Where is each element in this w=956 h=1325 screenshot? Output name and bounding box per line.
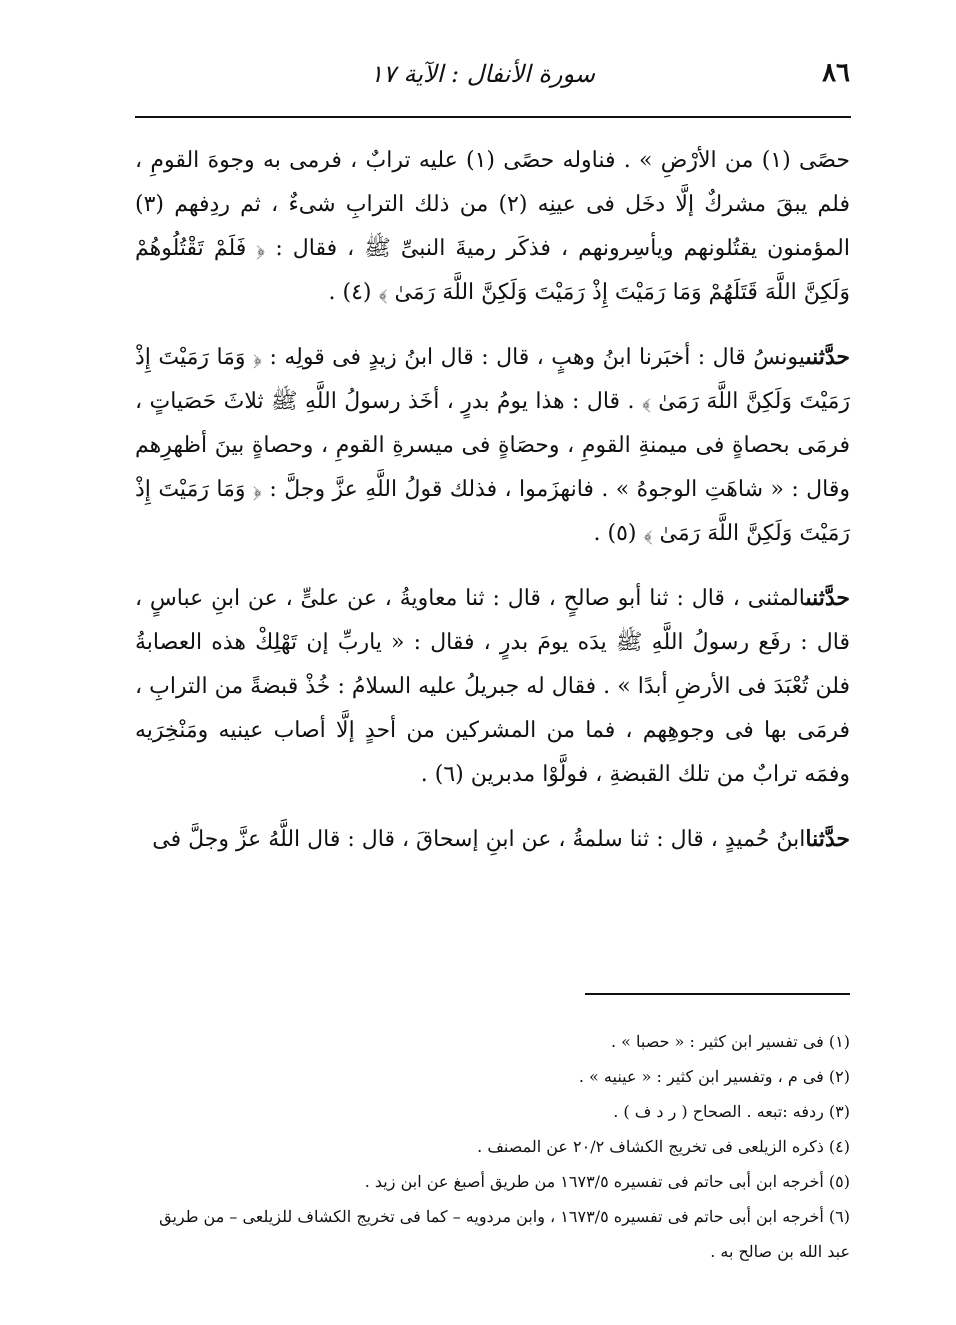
running-title: سورة الأنفال : الآية ١٧ — [370, 60, 595, 88]
paragraph-lead: حدَّثنى — [805, 585, 850, 611]
paragraph — [135, 817, 850, 862]
footnote: (٢) فى م ، وتفسير ابن كثير : « عينيه » . — [578, 1067, 850, 1086]
page-number: ٨٦ — [822, 58, 850, 88]
footnote: (٦) أخرجه ابن أبى حاتم فى تفسيره ١٦٧٣/٥ ، وابن مردويه – كما فى تخريج الكشاف للزيلعى – من طريق عبد الله بن صالح به . — [159, 1207, 850, 1261]
footnote: (٤) ذكره الزيلعى فى تخريج الكشاف ٢٠/٢ عن المصنف . — [477, 1137, 850, 1156]
footnote: (١) فى تفسير ابن كثير : « حصبا » . — [610, 1032, 850, 1051]
footnote: (٥) أخرجه ابن أبى حاتم فى تفسيره ١٦٧٣/٥ من طريق أصبغ عن ابن زيد . — [364, 1172, 850, 1191]
paragraph — [135, 138, 850, 315]
paragraph-text: حصًى (١) من الأرْضِ » . فناوله حصًى (١) عليه ترابٌ ، فرمى به وجوهَ القومِ ، فلم يبقَ مشركٌ إلَّا دخَل فى عينِه (٢) من ذلك الترابِ شىءٌ ، ثم ردِفهم (٣) المؤمنون يقتُلونهم ويأسِرونهم ، فذكَر رميةَ النبىِّ ﷺ ، فقال : ﴿ فَلَمْ تَقْتُلُوهُمْ وَلَكِنَّ اللَّهَ قَتَلَهُمْ وَمَا رَمَيْتَ إِذْ رَمَيْتَ وَلَكِنَّ اللَّهَ رَمَىٰ ﴾ (٤) . — [135, 148, 850, 305]
footnotes — [135, 1024, 850, 1269]
main-text — [135, 138, 850, 882]
footnote-divider — [585, 993, 850, 995]
paragraph-lead: حدَّثنا — [805, 826, 850, 852]
page-header — [135, 58, 850, 98]
paragraph-lead: حدَّثنى — [805, 344, 850, 370]
header-divider — [135, 116, 851, 118]
paragraph-text: يونسُ قال : أخبَرنا ابنُ وهبٍ ، قال : قال ابنُ زيدٍ فى قولِه : ﴿ وَمَا رَمَيْتَ إِذْ رَمَيْتَ وَلَكِنَّ اللَّهَ رَمَىٰ ﴾ . قال : هذا يومُ بدرٍ ، أخَذ رسولُ اللَّهِ ﷺ ثلاثَ حَصَياتٍ ، فرمَى بحصاةٍ فى ميمنةِ القومِ ، وحصَاةٍ فى ميسرةِ القومِ ، وحصاةٍ بينَ أظهرِهم وقال : « شاهَتِ الوجوهُ » . فانهزَموا ، فذلك قولُ اللَّهِ عزَّ وجلَّ : ﴿ وَمَا رَمَيْتَ إِذْ رَمَيْتَ وَلَكِنَّ اللَّهَ رَمَىٰ ﴾ (٥) . — [135, 345, 850, 546]
paragraph-text: المثنى ، قال : ثنا أبو صالحٍ ، قال : ثنا معاويةُ ، عن علىٍّ ، عن ابنِ عباسٍ ، قال : رفَع رسولُ اللَّهِ ﷺ يدَه يومَ بدرٍ ، فقال : « ياربِّ إن تَهْلِكْ هذه العصابةُ فلن تُعْبَدَ فى الأرضِ أبدًا » . فقال له جبريلُ عليه السلامُ : خُذْ قبضةً من الترابِ ، فرمَى بها فى وجوهِهم ، فما من المشركين من أحدٍ إلَّا أصاب عينيه ومَنْخِرَيه وفمَه ترابٌ من تلك القبضةِ ، فولَّوْا مدبرين (٦) . — [135, 586, 850, 787]
footnote: (٣) ردفه :تبعه . الصحاح ( ر د ف ) . — [613, 1102, 850, 1121]
paragraph-text: ابنُ حُميدٍ ، قال : ثنا سلمةُ ، عن ابنِ إسحاقَ ، قال : قال اللَّهُ عزَّ وجلَّ فى — [152, 827, 806, 852]
paragraph — [135, 335, 850, 556]
paragraph — [135, 576, 850, 797]
